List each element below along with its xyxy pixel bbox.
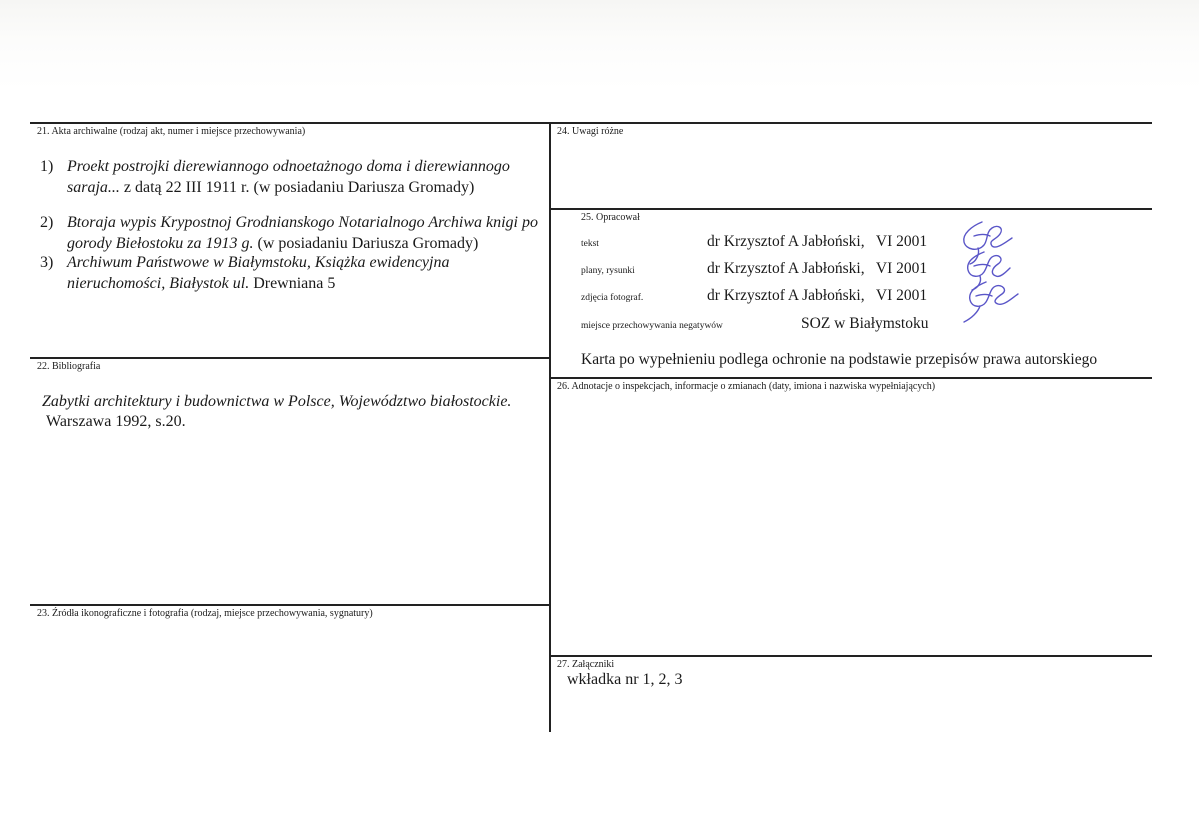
archive-item-3 xyxy=(40,252,560,296)
row-value-text: dr Krzysztof A Jabłoński, VI 2001 xyxy=(707,233,928,250)
row-value-plans: dr Krzysztof A Jabłoński, VI 2001 xyxy=(707,260,928,277)
bibliography-title: Zabytki architektury i budownictwa w Polsce, Województwo białostockie. xyxy=(42,393,512,410)
rule-26-27 xyxy=(551,655,1152,657)
signature-image xyxy=(952,212,1022,330)
row-label-photos: zdjęcia fotograf. xyxy=(581,293,644,303)
copyright-notice: Karta po wypełnieniu podlega ochronie na podstawie przepisów prawa autorskiego xyxy=(581,351,1098,368)
archive-item-1 xyxy=(40,156,560,200)
top-rule xyxy=(30,122,1152,124)
section-26-label: 26. Adnotacje o inspekcjach, informacje o zmianach (daty, imiona i nazwiska wypełniających) xyxy=(557,381,936,392)
section-27-label: 27. Załączniki xyxy=(557,659,615,670)
row-value-photos: dr Krzysztof A Jabłoński, VI 2001 xyxy=(707,287,928,304)
row-label-plans: plany, rysunki xyxy=(581,266,635,276)
item-note: Drewniana 5 xyxy=(249,275,336,292)
item-title: Archiwum Państwowe w Białymstoku, Książka ewidencyjna nieruchomości, Białystok ul. xyxy=(67,254,450,292)
bibliography-details: Warszawa 1992, s.20. xyxy=(46,413,186,430)
row-label-text: tekst xyxy=(581,239,599,249)
rule-21-22 xyxy=(30,357,551,359)
storage-value: SOZ w Białymstoku xyxy=(801,315,929,332)
storage-label: miejsce przechowywania negatywów xyxy=(581,321,723,331)
rule-24-25 xyxy=(551,208,1152,210)
rule-22-23 xyxy=(30,604,551,606)
item-note: (w posiadaniu Dariusza Gromady) xyxy=(253,235,479,252)
section-22-label: 22. Bibliografia xyxy=(37,361,101,372)
item-title: Btoraja wypis Krypostnoj Grodnianskogo Notarialnogo Archiwa knigi po gorody Biełostoku za 1913 g. xyxy=(67,214,538,252)
item-title: Proekt postrojki dierewiannogo odnoetażnogo doma i dierewiannogo saraja... xyxy=(67,158,510,196)
section-23-label: 23. Źródła ikonograficzne i fotografia (rodzaj, miejsce przechowywania, sygnatury) xyxy=(37,608,373,619)
section-24-label: 24. Uwagi różne xyxy=(557,126,624,137)
archive-item-2 xyxy=(40,212,560,256)
attachments-value: wkładka nr 1, 2, 3 xyxy=(567,671,683,688)
rule-25-26 xyxy=(551,377,1152,379)
section-25-label: 25. Opracował xyxy=(581,212,640,223)
item-note: z datą 22 III 1911 r. (w posiadaniu Dariusza Gromady) xyxy=(119,179,475,196)
item-number: 2) xyxy=(40,214,54,231)
section-21-label: 21. Akta archiwalne (rodzaj akt, numer i miejsce przechowywania) xyxy=(37,126,306,137)
item-number: 1) xyxy=(40,158,54,175)
item-number: 3) xyxy=(40,254,54,271)
